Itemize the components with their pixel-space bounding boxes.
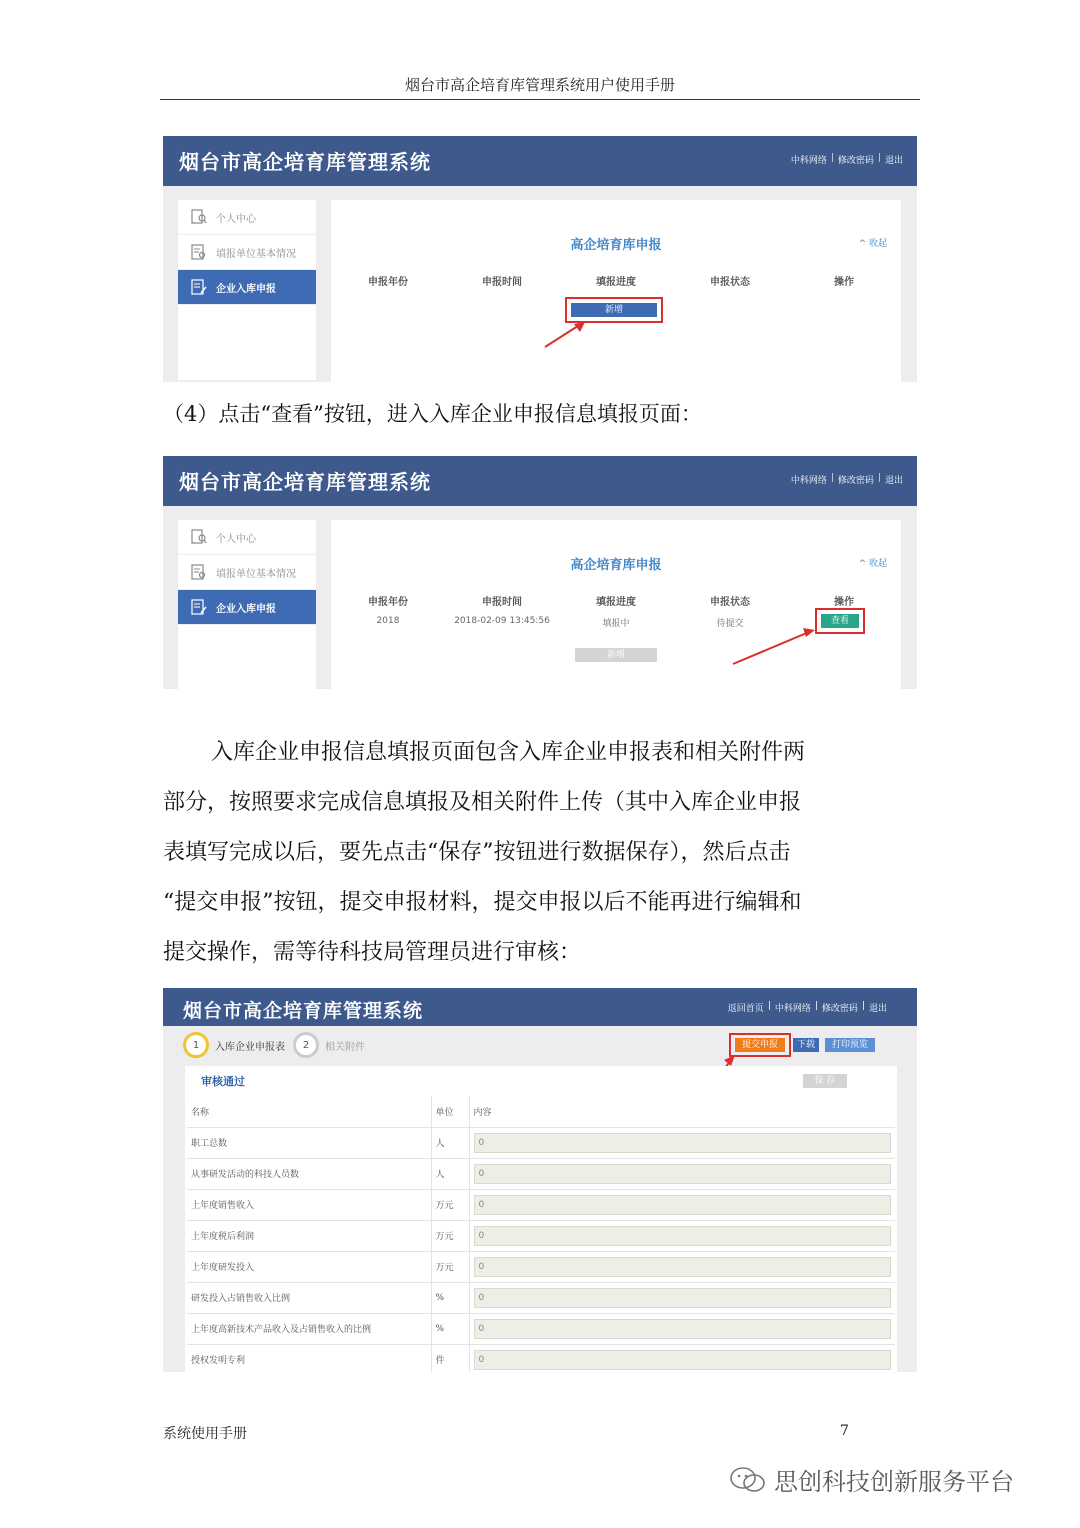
cell-year: 2018 — [376, 616, 400, 626]
cell-progress: 填报中 — [602, 619, 630, 629]
value-input[interactable]: 0 — [474, 1164, 892, 1184]
screenshot-2 — [163, 456, 917, 689]
wechat-icon — [728, 1465, 768, 1495]
value-input[interactable]: 0 — [474, 1350, 892, 1370]
table-row: 上年度税后利润 万元 0 — [187, 1220, 895, 1251]
view-button[interactable]: 查看 — [821, 614, 859, 628]
table-header: 申报年份 申报时间 填报进度 申报状态 操作 — [368, 277, 854, 288]
document-search-icon — [190, 563, 208, 581]
header-name: 名称 — [187, 1096, 431, 1127]
declaration-table — [187, 1096, 895, 1372]
highlight-box — [729, 1033, 791, 1057]
collapse-link[interactable]: ^ 收起 — [858, 239, 887, 249]
user-search-icon — [190, 528, 208, 546]
sidebar-item-label: 填报单位基本情况 — [216, 568, 296, 580]
header-unit: 单位 — [431, 1096, 469, 1127]
declare-panel — [331, 520, 901, 689]
declare-panel — [331, 200, 901, 382]
step-2-indicator[interactable]: 2 — [293, 1032, 319, 1058]
value-input[interactable]: 0 — [474, 1288, 892, 1308]
app-title: 烟台市高企培育库管理系统 — [179, 470, 431, 494]
table-row: 上年度研发投入 万元 0 — [187, 1251, 895, 1282]
top-links: 中科网络 | 修改密码 | 退出 — [790, 153, 903, 166]
link-zhongke[interactable]: 中科网络 — [790, 476, 827, 486]
value-input[interactable]: 0 — [474, 1133, 892, 1153]
sidebar-item-basic-info[interactable] — [178, 555, 316, 590]
paragraph-line: 提交操作，需等待科技局管理员进行审核： — [163, 940, 582, 965]
sidebar-item-label: 填报单位基本情况 — [216, 248, 296, 260]
table-row: 从事研发活动的科技人员数 人 0 — [187, 1158, 895, 1189]
print-preview-button[interactable]: 打印预览 — [825, 1038, 875, 1052]
submit-button[interactable]: 提交申报 — [735, 1038, 785, 1052]
screenshot-1 — [163, 136, 917, 382]
pointer-arrow — [731, 624, 817, 668]
link-logout[interactable]: 退出 — [868, 1004, 887, 1014]
value-input[interactable]: 0 — [474, 1319, 892, 1339]
edit-document-icon — [190, 598, 208, 616]
sidebar-item-label: 个人中心 — [216, 213, 256, 225]
sidebar — [178, 520, 316, 689]
page-number: 7 — [840, 1423, 849, 1439]
panel-title: 高企培育库申报 — [570, 558, 662, 573]
pointer-arrow — [541, 320, 591, 350]
value-input[interactable]: 0 — [474, 1195, 892, 1215]
table-header-row — [187, 1096, 895, 1127]
sidebar-item-basic-info[interactable] — [178, 235, 316, 270]
sidebar-item-label: 个人中心 — [216, 533, 256, 545]
panel-title: 高企培育库申报 — [570, 238, 662, 253]
cell-time: 2018-02-09 13:45:56 — [454, 616, 550, 626]
screenshot-3 — [163, 988, 917, 1372]
app-title: 烟台市高企培育库管理系统 — [179, 150, 431, 174]
download-button[interactable]: 下载 — [793, 1038, 819, 1052]
paragraph-line: 部分，按照要求完成信息填报及相关附件上传（其中入库企业申报 — [163, 790, 802, 815]
top-links: 返回首页 | 中科网络 | 修改密码 | 退出 — [727, 1001, 887, 1014]
step-2-label[interactable]: 相关附件 — [325, 1041, 365, 1053]
link-zhongke[interactable]: 中科网络 — [774, 1004, 811, 1014]
link-logout[interactable]: 退出 — [884, 156, 903, 166]
watermark-text: 思创科技创新服务平台 — [774, 1468, 1014, 1496]
table-row: 授权发明专利 件 0 — [187, 1344, 895, 1372]
sidebar-item-declare[interactable] — [178, 590, 316, 625]
step-1-label[interactable]: 入库企业申报表 — [215, 1041, 285, 1053]
link-change-password[interactable]: 修改密码 — [837, 476, 874, 486]
save-button[interactable]: 保 存 — [803, 1074, 847, 1088]
table-row: 研发投入占销售收入比例 % 0 — [187, 1282, 895, 1313]
collapse-link[interactable]: ^ 收起 — [858, 559, 887, 569]
user-search-icon — [190, 208, 208, 226]
link-change-password[interactable]: 修改密码 — [821, 1004, 858, 1014]
table-row: 职工总数 人 0 — [187, 1127, 895, 1158]
app-top-bar — [163, 456, 917, 506]
sidebar-item-declare[interactable] — [178, 270, 316, 305]
app-title: 烟台市高企培育库管理系统 — [183, 1000, 424, 1022]
link-zhongke[interactable]: 中科网络 — [790, 156, 827, 166]
form-steps — [183, 1032, 373, 1058]
paragraph-line: 入库企业申报信息填报页面包含入库企业申报表和相关附件两 — [211, 740, 806, 765]
add-button-disabled[interactable]: 新增 — [575, 648, 657, 662]
review-status: 审核通过 — [201, 1075, 245, 1088]
sidebar-item-personal[interactable] — [178, 520, 316, 555]
app-top-bar — [163, 136, 917, 186]
link-home[interactable]: 返回首页 — [727, 1004, 764, 1014]
header-rule — [160, 99, 920, 100]
value-input[interactable]: 0 — [474, 1257, 892, 1277]
step-caption: （4）点击“查看”按钮，进入入库企业申报信息填报页面： — [163, 402, 702, 426]
footer-title: 系统使用手册 — [163, 1426, 247, 1442]
document-search-icon — [190, 243, 208, 261]
edit-document-icon — [190, 278, 208, 296]
link-change-password[interactable]: 修改密码 — [837, 156, 874, 166]
cell-status: 待提交 — [716, 619, 744, 629]
document-header: 烟台市高企培育库管理系统用户使用手册 — [404, 76, 675, 94]
body-paragraph — [163, 728, 917, 978]
link-logout[interactable]: 退出 — [884, 476, 903, 486]
sidebar — [178, 200, 316, 380]
sidebar-item-personal[interactable] — [178, 200, 316, 235]
header-content: 内容 — [469, 1096, 895, 1127]
paragraph-line: “提交申报”按钮，提交申报材料，提交申报以后不能再进行编辑和 — [163, 890, 802, 915]
app-top-bar — [163, 988, 917, 1026]
add-button[interactable]: 新增 — [571, 303, 657, 317]
table-header: 申报年份 申报时间 填报进度 申报状态 操作 — [368, 597, 854, 608]
watermark — [728, 1462, 1014, 1497]
sidebar-item-label: 企业入库申报 — [216, 603, 276, 615]
highlight-box — [815, 608, 865, 634]
sidebar-item-label: 企业入库申报 — [216, 283, 276, 295]
paragraph-line: 表填写完成以后，要先点击“保存”按钮进行数据保存），然后点击 — [163, 840, 791, 865]
table-row: 上年度销售收入 万元 0 — [187, 1189, 895, 1220]
declaration-form — [185, 1066, 897, 1372]
top-links: 中科网络 | 修改密码 | 退出 — [790, 473, 903, 486]
table-row: 上年度高新技术产品收入及占销售收入的比例 % 0 — [187, 1313, 895, 1344]
step-1-indicator[interactable]: 1 — [183, 1032, 209, 1058]
value-input[interactable]: 0 — [474, 1226, 892, 1246]
